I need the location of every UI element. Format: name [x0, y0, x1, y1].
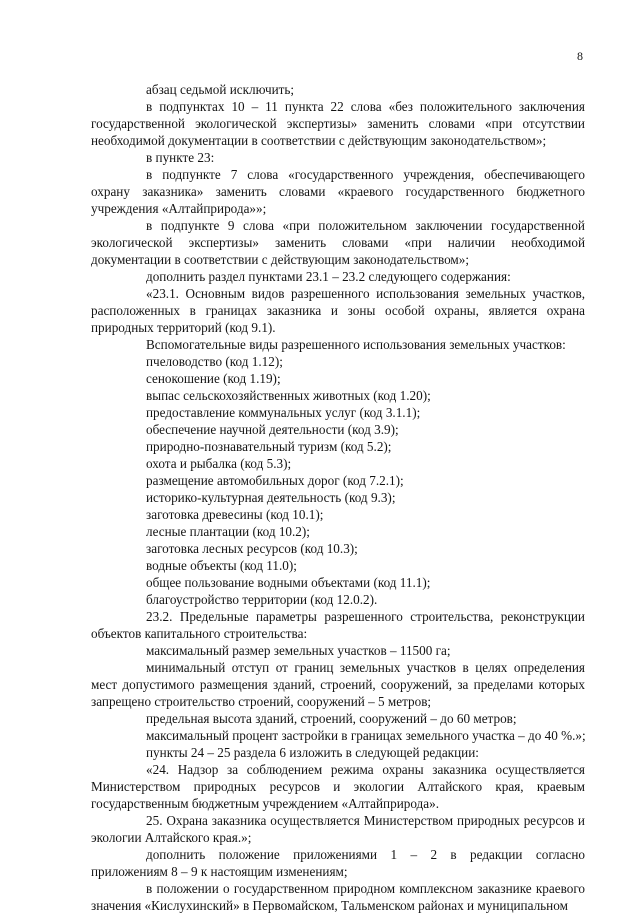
list-item: благоустройство территории (код 12.0.2). — [146, 592, 378, 607]
text-line: 25. Охрана заказника осуществляется Министерством природных ресурсов и — [146, 813, 585, 828]
text-line: пункты 24 – 25 раздела 6 изложить в следующей редакции: — [146, 745, 479, 760]
text-line: необходимой документации в соответствии с действующим законодательством»; — [91, 133, 547, 148]
list-item: историко-культурная деятельность (код 9.3); — [146, 490, 396, 505]
list-item: размещение автомобильных дорог (код 7.2.1); — [146, 473, 404, 488]
text-line: в пункте 23: — [146, 150, 215, 165]
list-item: сенокошение (код 1.19); — [146, 371, 281, 386]
list-item: предоставление коммунальных услуг (код 3.1.1); — [146, 405, 421, 420]
list-item: общее пользование водными объектами (код 11.1); — [146, 575, 431, 590]
text-line: расположенных в границах заказника и зоны особой охраны, является охрана — [91, 303, 585, 318]
text-line: минимальный отступ от границ земельных участков в целях определения — [146, 660, 585, 675]
list-item: охота и рыбалка (код 5.3); — [146, 456, 292, 471]
text-line: приложениям 8 – 9 к настоящим изменениям; — [91, 864, 348, 879]
list-item: заготовка лесных ресурсов (код 10.3); — [146, 541, 358, 556]
list-item: заготовка древесины (код 10.1); — [146, 507, 324, 522]
text-line: охрану заказника» заменить словами «краевого государственного бюджетного — [91, 184, 585, 199]
text-line: максимальный процент застройки в границах земельного участка – до 40 %.»; — [146, 728, 586, 743]
text-line: «24. Надзор за соблюдением режима охраны заказника осуществляется — [146, 762, 585, 777]
text-line: учреждения «Алтайприрода»»; — [91, 201, 267, 216]
text-line: документации в соответствии с действующим законодательством»; — [91, 252, 470, 267]
list-item: выпас сельскохозяйственных животных (код 1.20); — [146, 388, 431, 403]
text-line: государственным бюджетным учреждением «Алтайприрода». — [91, 796, 440, 811]
text-line: дополнить положение приложениями 1 – 2 в редакции согласно — [146, 847, 585, 862]
text-line: в положении о государственном природном комплексном заказнике краевого — [146, 881, 585, 896]
text-line: в подпунктах 10 – 11 пункта 22 слова «без положительного заключения — [146, 99, 585, 114]
text-line: запрещено строительство строений, сооружений – 5 метров; — [91, 694, 432, 709]
text-line: государственной экологической экспертизы» заменить словами «при отсутствии — [91, 116, 585, 131]
text-line: Вспомогательные виды разрешенного использования земельных участков: — [146, 337, 566, 352]
text-line: абзац седьмой исключить; — [146, 82, 295, 97]
list-item: пчеловодство (код 1.12); — [146, 354, 283, 369]
text-line: дополнить раздел пунктами 23.1 – 23.2 следующего содержания: — [146, 269, 511, 284]
list-item: лесные плантации (код 10.2); — [146, 524, 310, 539]
text-line: объектов капитального строительства: — [91, 626, 308, 641]
text-line: «23.1. Основным видов разрешенного использования земельных участков, — [146, 286, 585, 301]
text-line: значения «Кислухинский» в Первомайском, Тальменском районах и муниципальном — [91, 898, 568, 913]
page-number: 8 — [577, 49, 583, 63]
text-line: Министерством природных ресурсов и экологии Алтайского края, краевым — [91, 779, 585, 794]
list-item: обеспечение научной деятельности (код 3.9); — [146, 422, 399, 437]
list-item: водные объекты (код 11.0); — [146, 558, 297, 573]
text-line: предельная высота зданий, строений, сооружений – до 60 метров; — [146, 711, 517, 726]
text-line: мест допустимого размещения зданий, строений, сооружений, за пределами которых — [91, 677, 585, 692]
text-line: экологии Алтайского края.»; — [91, 830, 252, 845]
list-item: природно-познавательный туризм (код 5.2); — [146, 439, 392, 454]
text-line: экологической экспертизы» заменить словами «при наличии необходимой — [91, 235, 585, 250]
text-line: максимальный размер земельных участков – 11500 га; — [146, 643, 451, 658]
text-line: в подпункте 9 слова «при положительном заключении государственной — [146, 218, 585, 233]
text-line: в подпункте 7 слова «государственного учреждения, обеспечивающего — [146, 167, 585, 182]
text-line: 23.2. Предельные параметры разрешенного строительства, реконструкции — [146, 609, 585, 624]
text-line: природных территорий (код 9.1). — [91, 320, 276, 335]
